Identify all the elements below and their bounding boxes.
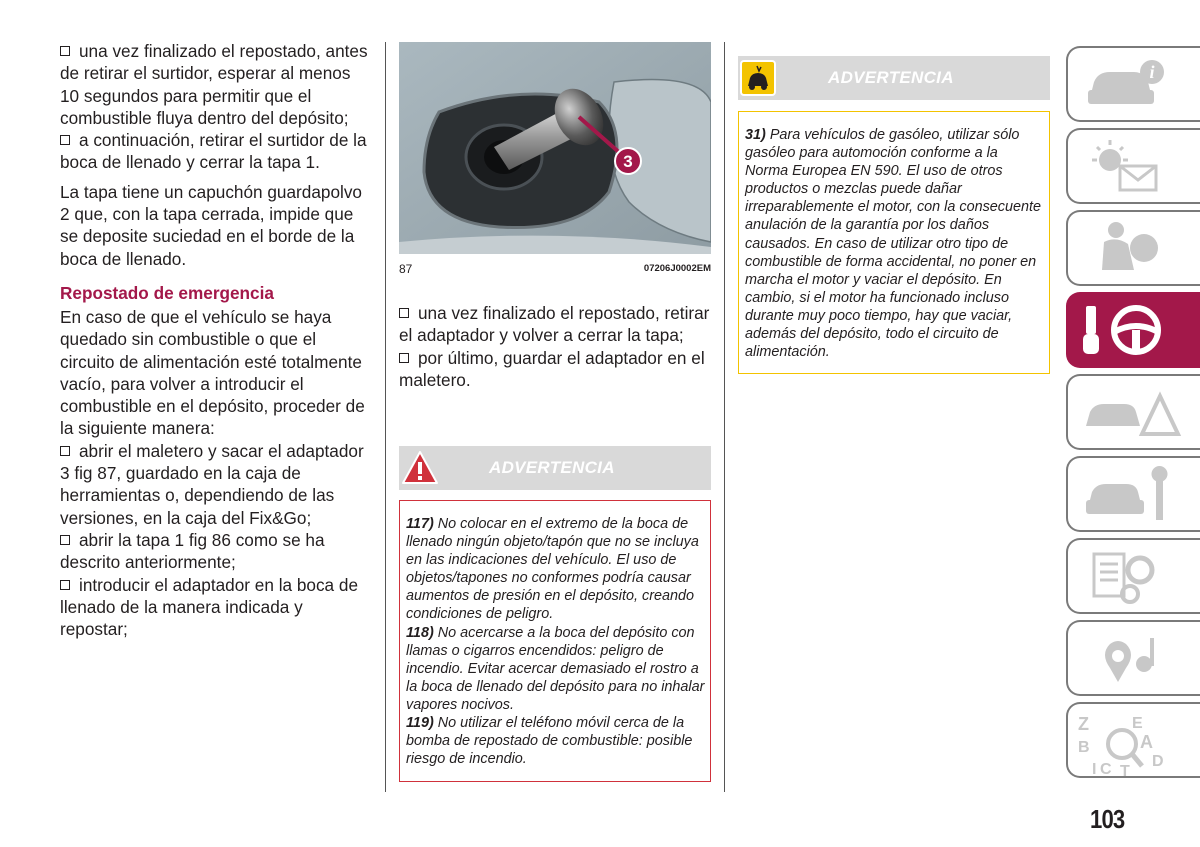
tab-specifications[interactable]: [1066, 538, 1200, 614]
svg-text:T: T: [1120, 763, 1130, 780]
car-damage-warning-icon: [740, 60, 776, 96]
checkbox-bullet-icon: [399, 308, 409, 318]
checkbox-bullet-icon: [399, 353, 409, 363]
list-item: abrir el maletero y sacar el adaptador 3 fig 87, guardado en la caja de herramientas o, dependiendo de las versiones, en la caja del Fix&Go;: [60, 440, 364, 528]
checkbox-bullet-icon: [60, 135, 70, 145]
car-maintenance-icon: [1080, 460, 1190, 530]
warning-item: 31) Para vehículos de gasóleo, utilizar sólo gasóleo para automoción conforme a la Norma Europea EN 590. El uso de otros productos o mezclas puede dañar irreparablemente el motor, con la consecuente anulación de la garantía por los daños causados. En caso de utilizar otro tipo de combustible de forma accidental, no poner en marcha el motor y vaciar el depósito. En cambio, si el motor ha funcionado incluso durante muy poco tiempo, hay que vaciar, además del depósito, todo el circuito de alimentación.: [745, 127, 1041, 361]
paragraph: En caso de que el vehículo se haya quedado sin combustible o que el circuito de alimentación esté totalmente vacío, para volver a introducir el combustible en el depósito, proceder de la siguiente manera:: [60, 306, 365, 439]
list-item: introducir el adaptador en la boca de llenado de la manera indicada y repostar;: [60, 574, 359, 640]
svg-text:B: B: [1078, 739, 1090, 756]
section-heading: Repostado de emergencia: [60, 282, 274, 303]
page-number: 103: [1090, 804, 1125, 834]
alphabetical-index-icon: [1076, 704, 1186, 780]
warning-item: 118) No acercarse a la boca del depósito con llamas o cigarros encendidos: peligro de incendio. Evitar acercar demasiado el rostro a la boca de llenado del depósito para no inhalar vapores nocivos.: [406, 624, 705, 713]
checkbox-bullet-icon: [60, 535, 70, 545]
svg-text:I: I: [1092, 761, 1097, 778]
tab-index[interactable]: [1066, 702, 1200, 778]
figure-number: 87: [399, 262, 413, 276]
warning-header: [399, 446, 711, 490]
car-emergency-icon: [1080, 378, 1190, 448]
paragraph: La tapa tiene un capuchón guardapolvo 2 que, con la tapa cerrada, impide que se deposite suciedad en el borde de la boca de llenado.: [60, 181, 362, 269]
multimedia-icon: [1080, 624, 1190, 694]
checkbox-bullet-icon: [60, 580, 70, 590]
middle-column: [399, 302, 711, 391]
list-item: una vez finalizado el repostado, antes de retirar el surtidor, esperar al menos 10 segundos para permitir que el combustible fluya dentro del depósito;: [60, 41, 368, 128]
figure-fuel-filler-adapter: [399, 42, 711, 254]
column-divider: [724, 42, 725, 792]
seat-airbag-icon: [1080, 214, 1190, 284]
left-column: [60, 40, 372, 640]
callout-label: 3: [623, 152, 633, 171]
figure-code: 07206J0002EM: [643, 263, 711, 274]
svg-text:i: i: [1149, 62, 1155, 82]
list-item: abrir la tapa 1 fig 86 como se ha descrito anteriormente;: [60, 529, 325, 573]
warning-title: ADVERTENCIA: [828, 68, 954, 87]
warning-box: [738, 111, 1050, 374]
car-info-icon: [1080, 50, 1190, 120]
exclamation-triangle-icon: [401, 449, 439, 487]
checkbox-bullet-icon: [60, 446, 70, 456]
warning-lights-message-icon: [1080, 132, 1190, 202]
warning-box: [399, 500, 711, 782]
key-steering-wheel-icon: [1080, 296, 1190, 366]
svg-text:Z: Z: [1078, 714, 1089, 734]
tab-maintenance[interactable]: [1066, 456, 1200, 532]
tab-emergency[interactable]: [1066, 374, 1200, 450]
warning-header: [738, 56, 1050, 100]
svg-text:C: C: [1100, 761, 1112, 778]
tab-warning-lights[interactable]: [1066, 128, 1200, 204]
svg-text:E: E: [1132, 715, 1143, 732]
specifications-gear-icon: [1080, 542, 1190, 612]
list-item: a continuación, retirar el surtidor de la boca de llenado y cerrar la tapa 1.: [60, 130, 367, 173]
list-item: por último, guardar el adaptador en el maletero.: [399, 347, 705, 390]
warning-title: ADVERTENCIA: [489, 458, 615, 477]
tab-multimedia[interactable]: [1066, 620, 1200, 696]
svg-text:D: D: [1152, 753, 1164, 770]
svg-text:A: A: [1140, 732, 1153, 752]
tab-car-info[interactable]: [1066, 46, 1200, 122]
column-divider: [385, 42, 386, 792]
fuel-filler-photo: [399, 42, 711, 254]
warning-item: 117) No colocar en el extremo de la boca de llenado ningún objeto/tapón que no se incluya en las indicaciones del vehículo. El uso de objetos/tapones no conformes podría causar aumentos de presión en el depósito, creando condiciones de peligro.: [406, 516, 699, 623]
warning-item: 119) No utilizar el teléfono móvil cerca de la bomba de repostado de combustible: posible riesgo de incendio.: [406, 715, 693, 768]
list-item: una vez finalizado el repostado, retirar el adaptador y volver a cerrar la tapa;: [399, 303, 710, 346]
checkbox-bullet-icon: [60, 46, 70, 56]
tab-safety[interactable]: [1066, 210, 1200, 286]
tab-starting-driving[interactable]: [1066, 292, 1200, 368]
